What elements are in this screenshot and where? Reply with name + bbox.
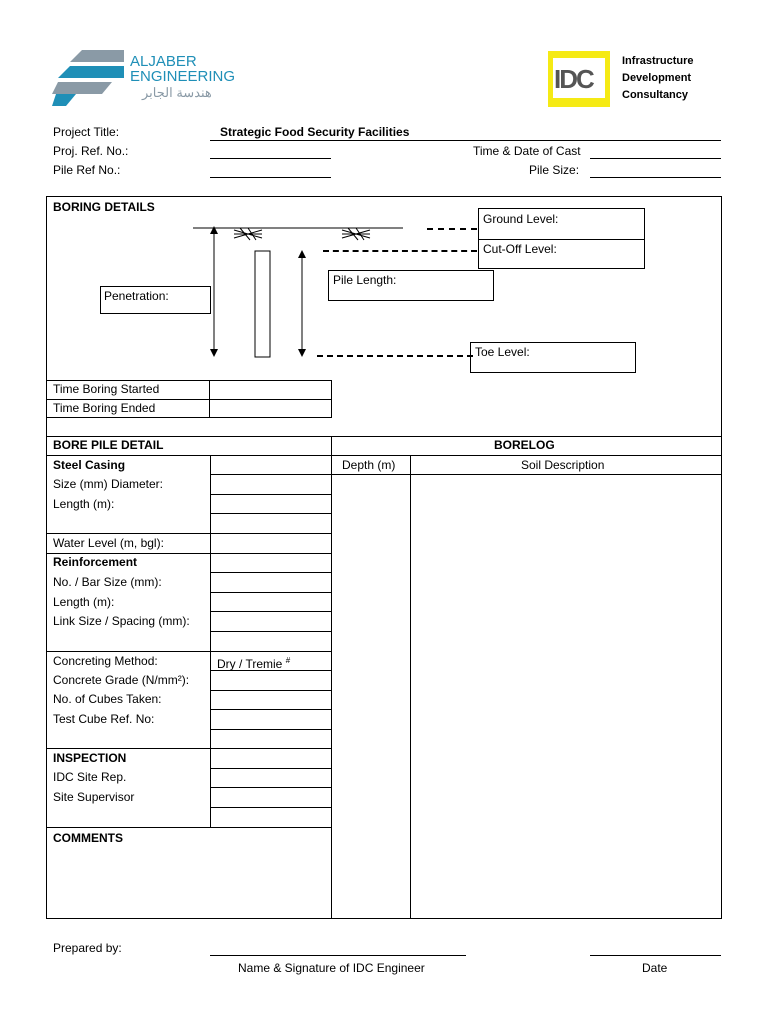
water-level-field[interactable] [211, 534, 331, 554]
bar-size-label: No. / Bar Size (mm): [53, 575, 162, 589]
ground-hatch-right-icon [342, 228, 370, 240]
concreting-method-mark: # [285, 656, 291, 665]
pile-ref-line[interactable] [210, 177, 331, 178]
boring-details-heading: BORING DETAILS [53, 200, 155, 214]
soil-description-area[interactable] [412, 476, 720, 917]
casing-length-label: Length (m): [53, 497, 115, 511]
idc-site-rep-field[interactable] [211, 769, 331, 788]
level-box-divider [479, 239, 644, 240]
concrete-grade-label: Concrete Grade (N/mm²): [53, 673, 190, 687]
reinforcement-field[interactable] [211, 554, 331, 573]
water-level-label: Water Level (m, bgl): [53, 536, 164, 550]
reinforcement-label: Reinforcement [53, 555, 138, 569]
depth-column-area[interactable] [333, 476, 409, 917]
time-date-cast-line[interactable] [590, 158, 721, 159]
steel-casing-field[interactable] [211, 455, 331, 475]
section-header-line [46, 455, 722, 456]
soil-description-column-header: Soil Description [521, 458, 605, 472]
time-boring-ended-label: Time Boring Ended [53, 401, 156, 415]
casing-length-field[interactable] [211, 495, 331, 514]
link-size-field[interactable] [211, 612, 331, 632]
concrete-extra-field[interactable] [211, 730, 331, 749]
casing-extra-field[interactable] [211, 514, 331, 534]
aljaber-logo-mark [52, 46, 124, 110]
idc-logo-inner [553, 58, 605, 98]
idc-site-rep-label: IDC Site Rep. [53, 770, 127, 784]
bore-pile-detail-heading: BORE PILE DETAIL [53, 438, 164, 452]
reinf-length-field[interactable] [211, 593, 331, 612]
concreting-method-text: Dry / Tremie [217, 657, 283, 671]
cutoff-level-dashline [323, 250, 477, 252]
inspection-label: INSPECTION [53, 751, 127, 765]
time-date-cast-label: Time & Date of Cast [473, 144, 581, 158]
project-title-value: Strategic Food Security Facilities [220, 125, 410, 139]
link-size-label: Link Size / Spacing (mm): [53, 614, 190, 628]
aljaber-arabic-name: هندسة الجابر [142, 85, 212, 100]
site-supervisor-field[interactable] [211, 788, 331, 808]
comments-label: COMMENTS [53, 831, 123, 845]
concreting-method-label: Concreting Method: [53, 654, 158, 668]
signature-line[interactable] [210, 955, 466, 956]
time-boring-started-label: Time Boring Started [53, 382, 160, 396]
inspection-field[interactable] [211, 749, 331, 769]
concrete-grade-field[interactable] [211, 671, 331, 691]
steel-casing-label: Steel Casing [53, 458, 126, 472]
project-title-line[interactable] [210, 140, 721, 141]
idc-name-line3: Consultancy [622, 89, 689, 101]
toe-level-label: Toe Level: [475, 345, 530, 359]
borelog-vdivider [410, 455, 411, 918]
date-label: Date [642, 961, 668, 975]
time-boring-started-field[interactable] [211, 381, 330, 398]
time-boring-vdivider [209, 381, 210, 418]
concreting-method-value [217, 654, 290, 671]
toe-level-dashline [317, 355, 473, 357]
pile-ref-label: Pile Ref No.: [53, 163, 121, 177]
borelog-heading: BORELOG [494, 438, 555, 452]
aljaber-name-line1: ALJABER [130, 53, 197, 70]
ground-level-label: Ground Level: [483, 212, 559, 226]
depth-column-header: Depth (m) [342, 458, 396, 472]
comments-area[interactable] [48, 850, 329, 916]
pile-size-label: Pile Size: [529, 163, 580, 177]
ground-level-dashline [427, 228, 477, 230]
aljaber-name-line2: ENGINEERING [130, 68, 236, 85]
size-diameter-field[interactable] [211, 475, 331, 495]
time-boring-ended-field[interactable] [211, 400, 330, 417]
inspection-extra-field[interactable] [211, 808, 331, 828]
idc-logo [548, 51, 610, 107]
bar-size-field[interactable] [211, 573, 331, 593]
ground-hatch-left-icon [234, 228, 262, 240]
aljaber-logo [52, 46, 252, 110]
date-line[interactable] [590, 955, 721, 956]
test-cube-ref-label: Test Cube Ref. No: [53, 712, 155, 726]
reinf-extra-field[interactable] [211, 632, 331, 652]
idc-name-line2: Development [622, 72, 692, 84]
section-vdivider [331, 436, 332, 918]
cubes-taken-field[interactable] [211, 691, 331, 710]
pile-length-label: Pile Length: [333, 273, 397, 287]
reinf-length-label: Length (m): [53, 595, 115, 609]
idc-name-line1: Infrastructure [622, 55, 694, 67]
cubes-taken-label: No. of Cubes Taken: [53, 692, 162, 706]
proj-ref-line[interactable] [210, 158, 331, 159]
size-diameter-label: Size (mm) Diameter: [53, 477, 164, 491]
test-cube-ref-field[interactable] [211, 710, 331, 730]
project-title-label: Project Title: [53, 125, 120, 139]
penetration-label: Penetration: [104, 289, 169, 303]
name-signature-label: Name & Signature of IDC Engineer [238, 961, 425, 975]
idc-logo-text: IDC [554, 64, 593, 94]
prepared-by-label: Prepared by: [53, 941, 122, 955]
inspection-group-line [46, 827, 331, 828]
pile-size-line[interactable] [590, 177, 721, 178]
borelog-header-line [331, 474, 722, 475]
proj-ref-label: Proj. Ref. No.: [53, 144, 129, 158]
site-supervisor-label: Site Supervisor [53, 790, 135, 804]
cutoff-level-label: Cut-Off Level: [483, 242, 557, 256]
